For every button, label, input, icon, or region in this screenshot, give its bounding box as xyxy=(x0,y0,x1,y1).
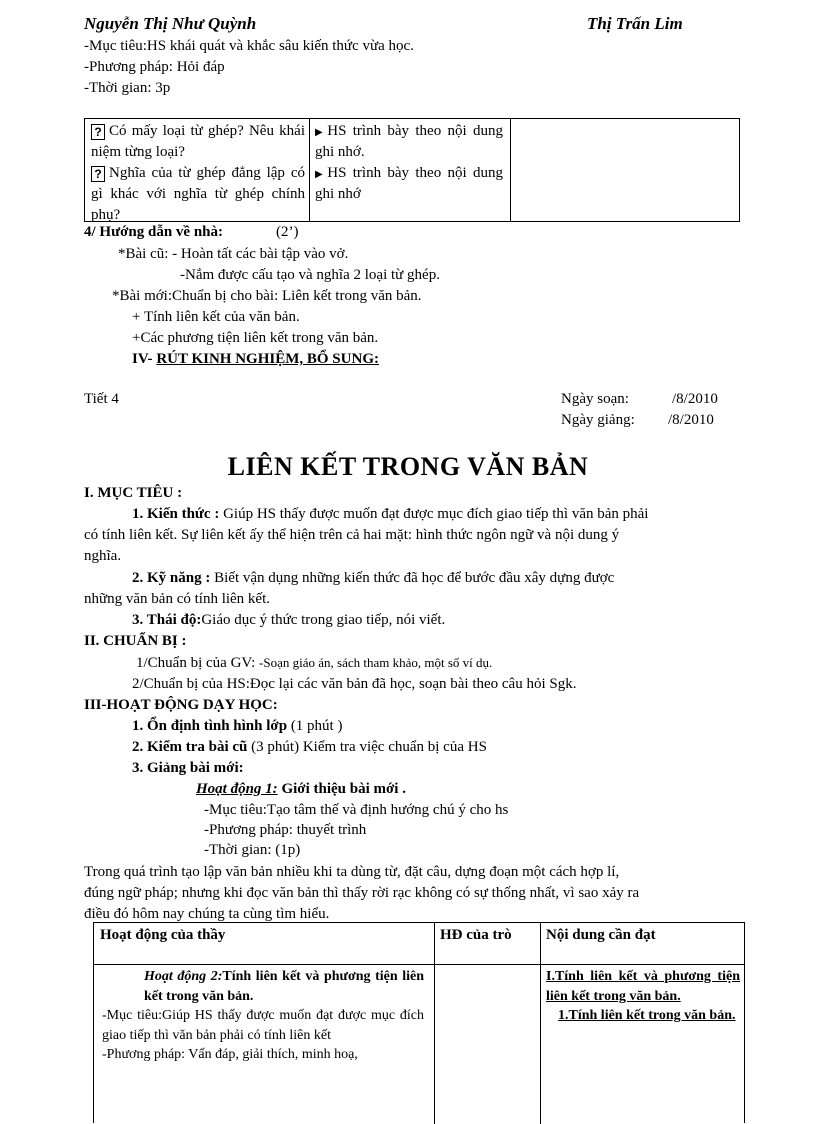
step-2-line: 2. Kiểm tra bài cũ (3 phút) Kiểm tra việc chuẩn bị của HS xyxy=(132,739,487,755)
answer-2: ▶ HS trình bày theo nội dung ghi nhớ xyxy=(315,165,503,202)
old-lesson-line: *Bài cũ: - Hoàn tất các bài tập vào vở. xyxy=(118,246,349,262)
question-cell xyxy=(91,121,305,226)
question-1: ? Có mấy loại từ ghép? Nêu khái niệm từng loại? xyxy=(91,123,305,160)
author-name: Nguyễn Thị Như Quỳnh xyxy=(84,14,257,33)
intro-line-2: đúng ngữ pháp; nhưng khi đọc văn bản thì thấy rời rạc không có sự thống nhất, vì sao xảy ra xyxy=(84,885,640,901)
arrow-right-icon: ▶ xyxy=(315,169,326,180)
prep-date-value: /8/2010 xyxy=(672,391,718,407)
column-header-content: Nội dung cần đạt xyxy=(546,927,656,943)
new-lesson-item-2: +Các phương tiện liên kết trong văn bản. xyxy=(132,330,379,346)
activity-1-time: -Thời gian: (1p) xyxy=(204,842,301,858)
prep-date-label: Ngày soạn: xyxy=(561,391,629,407)
goal-line: -Mục tiêu:HS khái quát và khắc sâu kiến thức vừa học. xyxy=(84,38,414,54)
content-subheading: 1.Tính liên kết trong văn bản. xyxy=(558,1008,736,1024)
step-1-line: 1. Ổn định tình hình lớp (1 phút ) xyxy=(132,718,343,734)
content-cell xyxy=(546,967,740,1026)
activity-2-method: -Phương pháp: Vấn đáp, giải thích, minh hoạ, xyxy=(102,1047,358,1063)
school-name: Thị Trấn Lim xyxy=(587,14,683,33)
time-line: -Thời gian: 3p xyxy=(84,80,171,96)
answer-1: ▶ HS trình bày theo nội dung ghi nhớ. xyxy=(315,123,503,160)
section-iv-heading: IV- RÚT KINH NGHIỆM, BỔ SUNG: xyxy=(132,351,379,367)
teach-date-label: Ngày giảng: xyxy=(561,412,635,428)
intro-line-3: điều đó hôm nay chúng ta cùng tìm hiểu. xyxy=(84,906,330,922)
activity-2-goal: -Mục tiêu:Giúp HS thấy được muốn đạt được mục đích giao tiếp thì văn bản phải có tính liên kết xyxy=(102,1008,424,1043)
student-prep-line: 2/Chuẩn bị của HS:Đọc lại các văn bản đã học, soạn bài theo câu hỏi Sgk. xyxy=(132,676,577,692)
column-header-student: HĐ của trò xyxy=(440,927,512,943)
knowledge-line-2: có tính liên kết. Sự liên kết ấy thể hiện trên cả hai mặt: hình thức ngôn ngữ và nội dung ý xyxy=(84,527,620,543)
activity-2-heading: Hoạt động 2:Tính liên kết và phương tiện liên kết trong văn bản. xyxy=(144,969,424,1004)
review-table xyxy=(84,118,740,222)
activity-1-goal: -Mục tiêu:Tạo tâm thế và định hướng chú ý cho hs xyxy=(204,802,509,818)
method-line: -Phương pháp: Hỏi đáp xyxy=(84,59,225,75)
teach-date-value: /8/2010 xyxy=(668,412,714,428)
activity-table xyxy=(93,922,745,1123)
section-iii-heading: III-HOẠT ĐỘNG DẠY HỌC: xyxy=(84,697,278,713)
knowledge-line-3: nghĩa. xyxy=(84,548,122,564)
period-label: Tiết 4 xyxy=(84,391,119,407)
content-heading: I.Tính liên kết và phương tiện liên kết trong văn bản. xyxy=(546,969,740,1004)
skill-line: 2. Kỹ năng : Biết vận dụng những kiến thức đã học để bước đầu xây dựng được xyxy=(132,570,615,586)
answer-cell xyxy=(315,121,503,205)
section-i-heading: I. MỤC TIÊU : xyxy=(84,485,183,501)
activity-1-heading: Hoạt động 1: Giới thiệu bài mới . xyxy=(196,781,406,797)
activity-1-method: -Phương pháp: thuyết trình xyxy=(204,822,367,838)
question-box-icon: ? xyxy=(91,166,105,182)
step-3-line: 3. Giảng bài mới: xyxy=(132,760,244,776)
attitude-line: 3. Thái độ:Giáo dục ý thức trong giao tiếp, nói viết. xyxy=(132,612,446,628)
question-box-icon: ? xyxy=(91,124,105,140)
knowledge-line: 1. Kiến thức : Giúp HS thấy được muốn đạt được mục đích giao tiếp thì văn bản phải xyxy=(132,506,649,522)
new-lesson-line: *Bài mới:Chuẩn bị cho bài: Liên kết trong văn bản. xyxy=(112,288,422,304)
section-ii-heading: II. CHUẨN BỊ : xyxy=(84,633,187,649)
arrow-right-icon: ▶ xyxy=(315,127,326,138)
homework-time: (2’) xyxy=(276,224,299,240)
new-lesson-item-1: + Tính liên kết của văn bản. xyxy=(132,309,300,325)
intro-line-1: Trong quá trình tạo lập văn bản nhiều khi ta dùng từ, đặt câu, dựng đoạn một cách hợp lí, xyxy=(84,864,620,880)
homework-heading: 4/ Hướng dẫn về nhà: xyxy=(84,224,224,240)
teacher-prep-line: 1/Chuẩn bị của GV: -Soạn giáo án, sách tham khảo, một số ví dụ. xyxy=(136,655,493,671)
question-2: ? Nghĩa của từ ghép đẳng lập có gì khác với nghĩa từ ghép chính phụ? xyxy=(91,165,305,223)
skill-line-2: những văn bản có tính liên kết. xyxy=(84,591,271,607)
teacher-activity-cell xyxy=(102,967,424,1065)
column-header-teacher: Hoạt động của thầy xyxy=(100,927,226,943)
old-lesson-line-2: -Nắm được cấu tạo và nghĩa 2 loại từ ghép. xyxy=(180,267,440,283)
lesson-title: LIÊN KẾT TRONG VĂN BẢN xyxy=(227,452,589,481)
